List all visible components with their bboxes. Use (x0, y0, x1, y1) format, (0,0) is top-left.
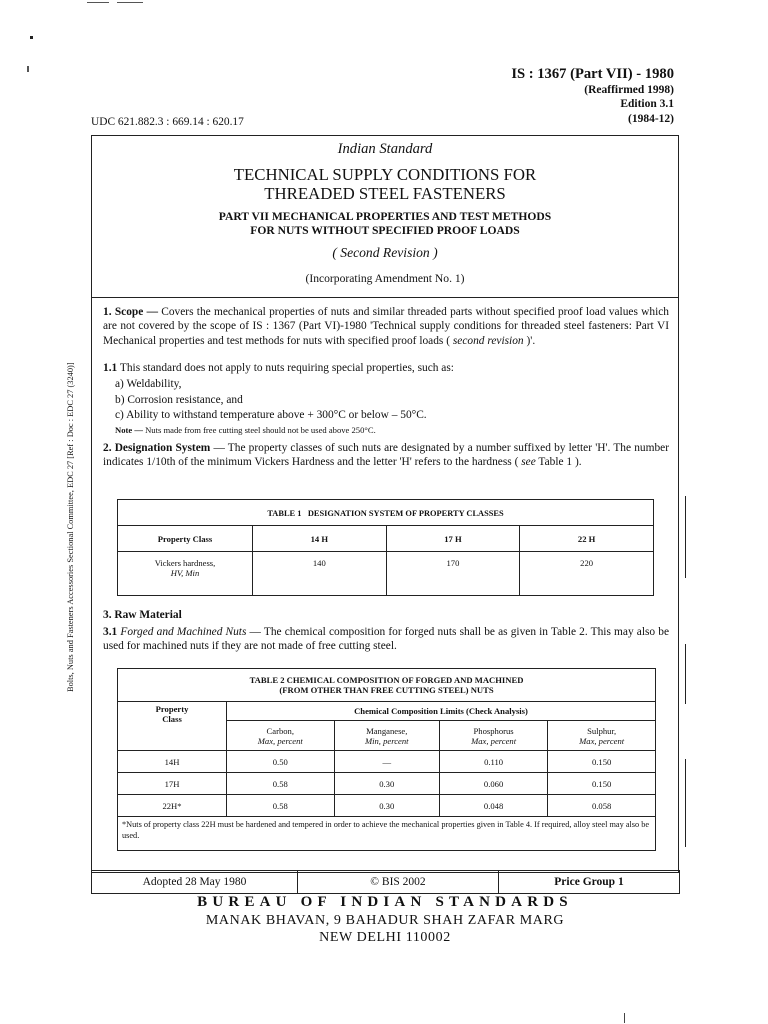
col-sub: Max, percent (471, 735, 517, 746)
class-header-line2: Class (162, 714, 182, 724)
col-name: Carbon, (266, 725, 294, 736)
table-2-header-cell (548, 721, 656, 751)
col-name: Phosphorus (473, 725, 514, 736)
table-2-cell: 0.150 (548, 751, 656, 773)
table-2-header-cell (334, 721, 439, 751)
scope-text-italic: second revision (452, 334, 524, 347)
table-2-cell: — (334, 751, 439, 773)
table-2-caption-line2: (FROM OTHER THAN FREE CUTTING STEEL) NUTS (279, 685, 494, 695)
footer-bar (91, 870, 680, 894)
table-2-cell: 0.58 (227, 773, 335, 795)
row-label-line1: Vickers hardness, (154, 558, 216, 568)
raw-material-heading: 3. Raw Material (103, 609, 182, 621)
raw-material-text: — The chemical composition for forged nuts shall be as given in Table 2. This may also be used for machined nuts if they are not made of free cutting steel. (103, 626, 669, 653)
table-2-cell: 17H (118, 773, 227, 795)
table-row (118, 773, 656, 795)
standard-number: IS : 1367 (Part VII) - 1980 (511, 66, 674, 82)
publisher-name: BUREAU OF INDIAN STANDARDS (197, 894, 573, 910)
table-2-cell: 22H* (118, 795, 227, 817)
scope-paragraph (103, 305, 669, 348)
table-1-header-cell: 22 H (520, 526, 654, 552)
class-header-line1: Property (155, 704, 189, 714)
scope-note (115, 423, 655, 437)
table-1-caption (118, 500, 654, 526)
table-1-header-cell: Property Class (118, 526, 253, 552)
scope-item: a) Weldability, (115, 378, 182, 390)
table-2-cell: 0.110 (439, 751, 547, 773)
margin-bar (685, 496, 686, 578)
scope-item: c) Ability to withstand temperature above + 300°C or below – 50°C. (115, 409, 427, 421)
raw-material-sub-title: Forged and Machined Nuts (120, 626, 247, 638)
adopted-date: Adopted 28 May 1980 (92, 871, 298, 893)
col-name: Sulphur, (587, 725, 617, 736)
scan-dot (30, 36, 33, 39)
scope-text-end: )'. (523, 334, 536, 347)
table-2-class-header (118, 702, 227, 751)
designation-text-end: Table 1 ). (535, 456, 582, 469)
table-2 (117, 668, 656, 851)
col-name: Manganese, (366, 725, 408, 736)
scan-mark (624, 1013, 625, 1023)
scope-heading: 1. Scope — (103, 306, 158, 318)
table-1-cell: 140 (253, 552, 387, 596)
table-1-number: TABLE 1 (267, 508, 302, 518)
scope-sub-number: 1.1 (103, 362, 118, 374)
publisher-address-line1: MANAK BHAVAN, 9 BAHADUR SHAH ZAFAR MARG (205, 913, 565, 928)
col-sub: Max, percent (579, 735, 625, 746)
edition-date: (1984-12) (628, 113, 674, 125)
scope-item: b) Corrosion resistance, and (115, 394, 243, 406)
copyright-notice: © BIS 2002 (298, 871, 499, 893)
designation-paragraph (103, 441, 669, 470)
raw-material-sub-number: 3.1 (103, 626, 118, 638)
scan-mark (87, 2, 109, 3)
row-label-line2: HV, Min (170, 568, 200, 578)
table-1-row-label (118, 552, 253, 596)
table-2-caption (118, 669, 656, 702)
table-1-header-cell: 14 H (253, 526, 387, 552)
table-2-cell: 0.048 (439, 795, 547, 817)
note-label: Note — (115, 425, 143, 435)
edition-label: Edition 3.1 (620, 98, 674, 110)
table-2-header-cell (439, 721, 547, 751)
col-sub: Max, percent (257, 735, 303, 746)
table-2-header-cell (227, 721, 335, 751)
table-1-cell: 220 (520, 552, 654, 596)
designation-text-italic: see (521, 456, 536, 469)
col-sub: Min, percent (364, 735, 409, 746)
table-2-cell: 0.30 (334, 795, 439, 817)
margin-bar (685, 644, 686, 704)
part-title-line1: PART VII MECHANICAL PROPERTIES AND TEST METHODS (218, 210, 552, 223)
table-1 (117, 499, 654, 596)
designation-text: — The property classes of such nuts are designated by a number suffixed by letter 'H'. The number indicates 1/10th of the minimum Vickers Hardness and the letter 'H' refers to the hardness ( (103, 442, 669, 469)
table-row (118, 751, 656, 773)
revision-label: ( Second Revision ) (332, 245, 438, 260)
table-2-cell: 0.30 (334, 773, 439, 795)
scan-mark (117, 2, 143, 3)
table-2-cell: 0.58 (227, 795, 335, 817)
table-1-title: DESIGNATION SYSTEM OF PROPERTY CLASSES (307, 508, 504, 518)
designation-heading: 2. Designation System (103, 442, 211, 454)
scope-text: Covers the mechanical properties of nuts and similar threaded parts without specified proof load values which are not covered by the scope of IS : 1367 (Part VI)-1980 'Technical supply conditions for threaded steel fasteners: Part VI Mechanical properties and test methods for nuts with specified proof loads ( (103, 306, 670, 347)
scope-sub-paragraph (103, 361, 669, 375)
committee-sidebar-text: Bolts, Nuts and Fasteners Accessories Sectional Committee, EDC 27 [Ref : Doc : EDC 27 (3240)] (66, 362, 75, 692)
table-2-cell: 14H (118, 751, 227, 773)
scope-sub-text: This standard does not apply to nuts requiring special properties, such as: (117, 362, 454, 374)
udc-number: UDC 621.882.3 : 669.14 : 620.17 (91, 116, 244, 128)
table-2-cell: 0.060 (439, 773, 547, 795)
part-title-line2: FOR NUTS WITHOUT SPECIFIED PROOF LOADS (250, 224, 520, 237)
margin-bar (685, 759, 686, 847)
reaffirmed-label: (Reaffirmed 1998) (584, 84, 674, 96)
table-2-caption-line1: TABLE 2 CHEMICAL COMPOSITION OF FORGED AND MACHINED (249, 675, 524, 685)
table-2-cell: 0.50 (227, 751, 335, 773)
scan-dot (27, 66, 29, 72)
table-2-cell: 0.150 (548, 773, 656, 795)
document-title-line1: TECHNICAL SUPPLY CONDITIONS FOR (233, 165, 537, 184)
table-row (118, 795, 656, 817)
table-2-footnote: *Nuts of property class 22H must be hardened and tempered in order to achieve the mechanical properties given in Table 4. If required, alloy steel may also be used. (118, 817, 656, 851)
table-1-cell: 170 (386, 552, 520, 596)
title-divider (91, 297, 679, 298)
table-1-header-cell: 17 H (386, 526, 520, 552)
publisher-address-line2: NEW DELHI 110002 (319, 930, 451, 945)
amendment-label: (Incorporating Amendment No. 1) (305, 272, 465, 285)
price-group: Price Group 1 (554, 876, 624, 888)
table-2-cell: 0.058 (548, 795, 656, 817)
indian-standard-label: Indian Standard (337, 141, 433, 157)
table-2-group-header: Chemical Composition Limits (Check Analysis) (227, 702, 656, 721)
note-text: Nuts made from free cutting steel should not be used above 250°C. (142, 425, 376, 435)
raw-material-paragraph (103, 625, 669, 654)
document-title-line2: THREADED STEEL FASTENERS (264, 184, 506, 203)
